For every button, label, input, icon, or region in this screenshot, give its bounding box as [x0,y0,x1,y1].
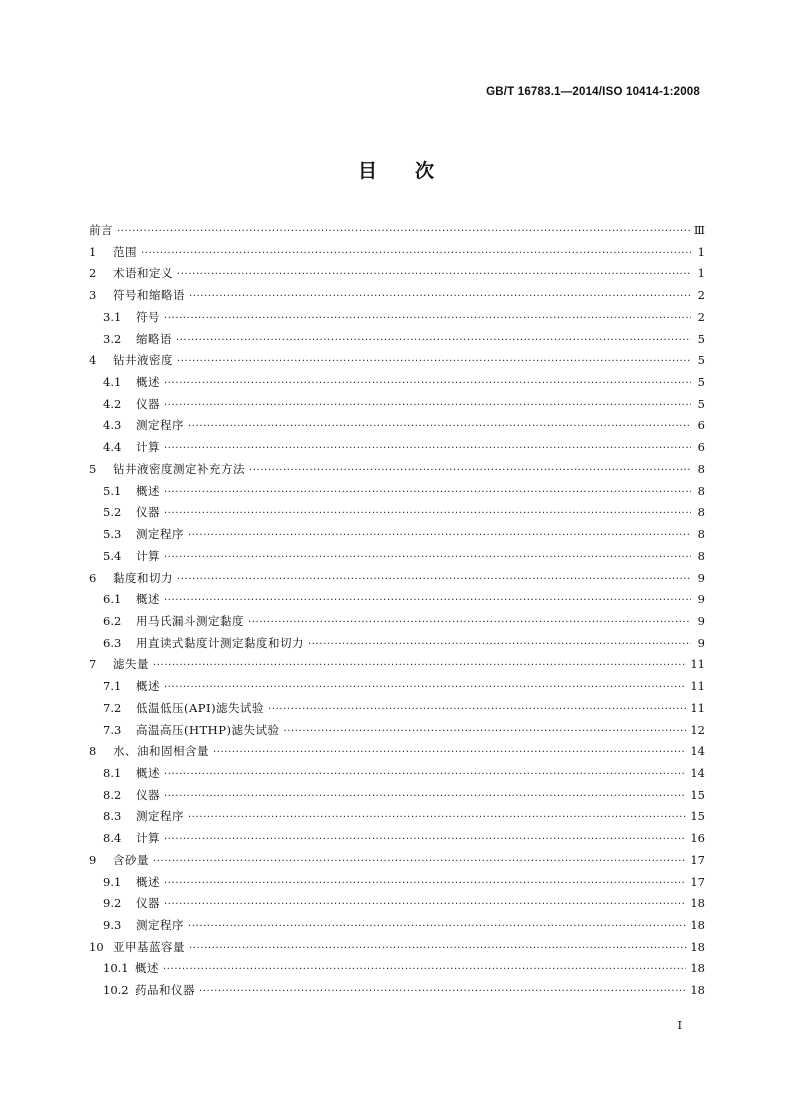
toc-entry[interactable] [89,676,705,698]
dot-leader [189,937,686,959]
toc-entry-label: 用马氏漏斗测定黏度 [136,613,244,628]
dot-leader [164,893,686,915]
toc-entry-page: 15 [690,809,705,824]
toc-entry-page: 6 [697,418,705,433]
toc-entry[interactable] [89,633,705,655]
dot-leader [153,850,686,872]
toc-entry-number: 9 [89,852,97,867]
dot-leader [199,980,686,1002]
toc-entry-label: 水、油和固相含量 [113,744,209,759]
toc-entry-label: 计算 [136,548,160,563]
toc-entry-label: 概述 [136,592,160,607]
toc-entry-number: 8.1 [103,765,122,780]
dot-leader [141,242,691,264]
toc-entry-label: 符号 [136,309,160,324]
toc-entry-number: 6.2 [103,613,122,628]
toc-entry-page: 8 [697,483,705,498]
dot-leader [213,741,686,763]
toc-entry-label: 概述 [136,375,160,390]
toc-entry-label: 药品和仪器 [135,983,195,998]
dot-leader [164,394,691,416]
toc-entry-page: 6 [697,440,705,455]
toc-entry-label: 测定程序 [136,918,184,932]
toc-entry-number: 5 [89,461,97,476]
toc-entry-number: 8.4 [103,831,122,846]
dot-leader [188,806,686,828]
dot-leader [188,915,686,937]
toc-entry-label: 概述 [136,765,160,780]
toc-entry-number: 9.1 [103,874,122,889]
toc-entry-label: 测定程序 [136,527,184,542]
toc-entry-page: 9 [697,635,705,650]
toc-entry[interactable] [89,307,705,329]
toc-entry-page: 1 [697,266,705,281]
toc-entry[interactable] [89,546,705,568]
toc-entry[interactable] [89,589,705,611]
dot-leader [164,502,691,524]
toc-entry-page: 8 [697,548,705,563]
toc-entry-label: 低温低压(API)滤失试验 [136,700,265,715]
toc-entry-number: 8 [89,744,97,759]
toc-entry-label: 概述 [136,679,160,694]
toc-entry-label: 仪器 [136,396,160,411]
toc-entry-page: 8 [697,527,705,542]
dot-leader [164,785,686,807]
toc-entry-page: 5 [697,331,705,346]
toc-entry-label: 用直读式黏度计测定黏度和切力 [136,635,304,650]
toc-entry-number: 3.1 [103,309,122,324]
toc-entry-number: 6 [89,570,97,585]
toc-entry-label: 高温高压(HTHP)滤失试验 [136,722,280,737]
toc-entry[interactable] [89,611,705,633]
dot-leader [164,589,691,611]
table-of-contents [89,220,705,1002]
toc-entry[interactable] [89,893,705,915]
toc-entry-label: 亚甲基蓝容量 [113,939,185,954]
toc-entry[interactable] [89,242,705,264]
toc-entry-page: 12 [690,722,705,737]
toc-entry-page: 9 [697,613,705,628]
toc-entry-page: 18 [690,961,705,976]
toc-entry[interactable] [89,785,705,807]
toc-entry-number: 2 [89,266,97,281]
toc-entry-page: 15 [690,787,705,802]
dot-leader [117,220,690,242]
toc-entry-label: 范围 [113,244,137,259]
toc-entry[interactable] [89,220,705,242]
toc-entry[interactable] [89,394,705,416]
toc-entry[interactable] [89,806,705,828]
toc-entry-number: 3 [89,288,97,303]
toc-entry-label: 钻井液密度 [113,353,173,368]
toc-entry-label: 概述 [135,961,159,976]
toc-entry-number: 7 [89,657,97,672]
toc-entry-page: 5 [697,353,705,368]
toc-entry-number: 7.3 [103,722,122,737]
dot-leader [177,350,691,372]
dot-leader [164,437,691,459]
dot-leader [176,329,691,351]
toc-entry-number: 10.1 [103,961,129,976]
toc-entry-page: 5 [697,396,705,411]
toc-entry-label: 测定程序 [136,418,184,433]
toc-entry-label: 计算 [136,440,160,455]
toc-entry-page: 11 [690,700,705,715]
toc-entry-page: 8 [697,461,705,476]
toc-entry-label: 计算 [136,831,160,846]
toc-entry-number: 5.4 [103,548,122,563]
dot-leader [164,676,686,698]
toc-entry[interactable] [89,372,705,394]
toc-entry[interactable] [89,872,705,894]
dot-leader [164,872,686,894]
toc-entry[interactable] [89,524,705,546]
toc-entry-number: 3.2 [103,331,122,346]
footer-page-number: I [677,1018,682,1032]
toc-entry-page: 18 [690,939,705,954]
toc-entry-number: 5.2 [103,505,122,520]
toc-entry-number: 5.3 [103,527,122,542]
dot-leader [164,372,691,394]
toc-entry-page: 17 [690,874,705,889]
toc-entry-page: 1 [697,244,705,259]
toc-entry-label: 缩略语 [136,331,172,346]
page-title: 目次 [357,160,472,182]
toc-entry-number: 6.1 [103,592,122,607]
toc-entry[interactable] [89,698,705,720]
toc-entry[interactable] [89,481,705,503]
toc-entry[interactable] [89,720,705,742]
dot-leader [164,481,691,503]
dot-leader [283,720,686,742]
toc-entry-number: 8.3 [103,809,122,824]
toc-entry-number: 4.1 [103,375,122,390]
dot-leader [164,828,686,850]
toc-entry-number: 10 [89,939,104,954]
toc-entry-label: 含砂量 [113,852,149,867]
toc-entry[interactable] [89,937,705,959]
toc-entry-page: 2 [697,309,705,324]
toc-entry[interactable] [89,459,705,481]
toc-entry-number: 7.1 [103,679,122,694]
dot-leader [248,611,691,633]
toc-entry-page: 18 [690,918,705,932]
dot-leader [164,307,691,329]
toc-entry[interactable] [89,415,705,437]
toc-entry-label: 仪器 [136,787,160,802]
toc-entry-number: 6.3 [103,635,122,650]
toc-entry-number: 10.2 [103,983,129,998]
toc-entry-page: 16 [690,831,705,846]
toc-entry[interactable] [89,568,705,590]
toc-entry[interactable] [89,980,705,1002]
toc-entry-number: 9.3 [103,918,122,932]
toc-entry-page: 2 [697,288,705,303]
toc-entry-label: 前言 [89,223,113,237]
toc-entry-label: 仪器 [136,505,160,520]
toc-entry-page: 14 [690,744,705,759]
toc-entry-number: 9.2 [103,896,122,911]
toc-entry[interactable] [89,502,705,524]
toc-entry[interactable] [89,763,705,785]
toc-entry-page: 18 [690,983,705,998]
toc-entry-label: 概述 [136,874,160,889]
toc-entry-label: 测定程序 [136,809,184,824]
toc-entry-label: 滤失量 [113,657,149,672]
dot-leader [164,546,691,568]
toc-entry-page: 17 [690,852,705,867]
toc-entry-page: 9 [697,570,705,585]
toc-entry[interactable] [89,915,705,937]
toc-entry[interactable] [89,437,705,459]
toc-entry[interactable] [89,329,705,351]
toc-entry-label: 仪器 [136,896,160,911]
toc-entry-page: 18 [690,896,705,911]
toc-entry-label: 黏度和切力 [113,570,173,585]
toc-entry-label: 概述 [136,483,160,498]
toc-entry-page: 11 [690,679,705,694]
toc-entry-number: 8.2 [103,787,122,802]
toc-entry-page: 14 [690,765,705,780]
toc-entry-page: 11 [690,657,705,672]
toc-entry[interactable] [89,263,705,285]
dot-leader [177,263,691,285]
toc-entry-number: 1 [89,244,97,259]
toc-entry[interactable] [89,285,705,307]
toc-entry-number: 4.4 [103,440,122,455]
dot-leader [308,633,691,655]
toc-entry-label: 符号和缩略语 [113,288,185,303]
dot-leader [163,958,686,980]
toc-entry-number: 5.1 [103,483,122,498]
dot-leader [189,285,691,307]
toc-entry[interactable] [89,828,705,850]
toc-entry-page: Ⅲ [693,223,705,237]
toc-entry-label: 钻井液密度测定补充方法 [113,461,245,476]
dot-leader [188,415,691,437]
dot-leader [177,568,691,590]
toc-entry-page: 5 [697,375,705,390]
dot-leader [153,654,686,676]
toc-entry-number: 4.3 [103,418,122,433]
standard-header: GB/T 16783.1—2014/ISO 10414-1:2008 [486,86,700,98]
toc-entry[interactable] [89,350,705,372]
toc-entry-page: 8 [697,505,705,520]
dot-leader [188,524,691,546]
dot-leader [164,763,686,785]
toc-entry[interactable] [89,958,705,980]
toc-entry-number: 4 [89,353,97,368]
toc-entry-page: 9 [697,592,705,607]
toc-entry-label: 术语和定义 [113,266,173,281]
toc-entry-number: 4.2 [103,396,122,411]
toc-entry[interactable] [89,741,705,763]
toc-entry[interactable] [89,654,705,676]
dot-leader [249,459,691,481]
toc-entry[interactable] [89,850,705,872]
toc-entry-number: 7.2 [103,700,122,715]
dot-leader [268,698,686,720]
